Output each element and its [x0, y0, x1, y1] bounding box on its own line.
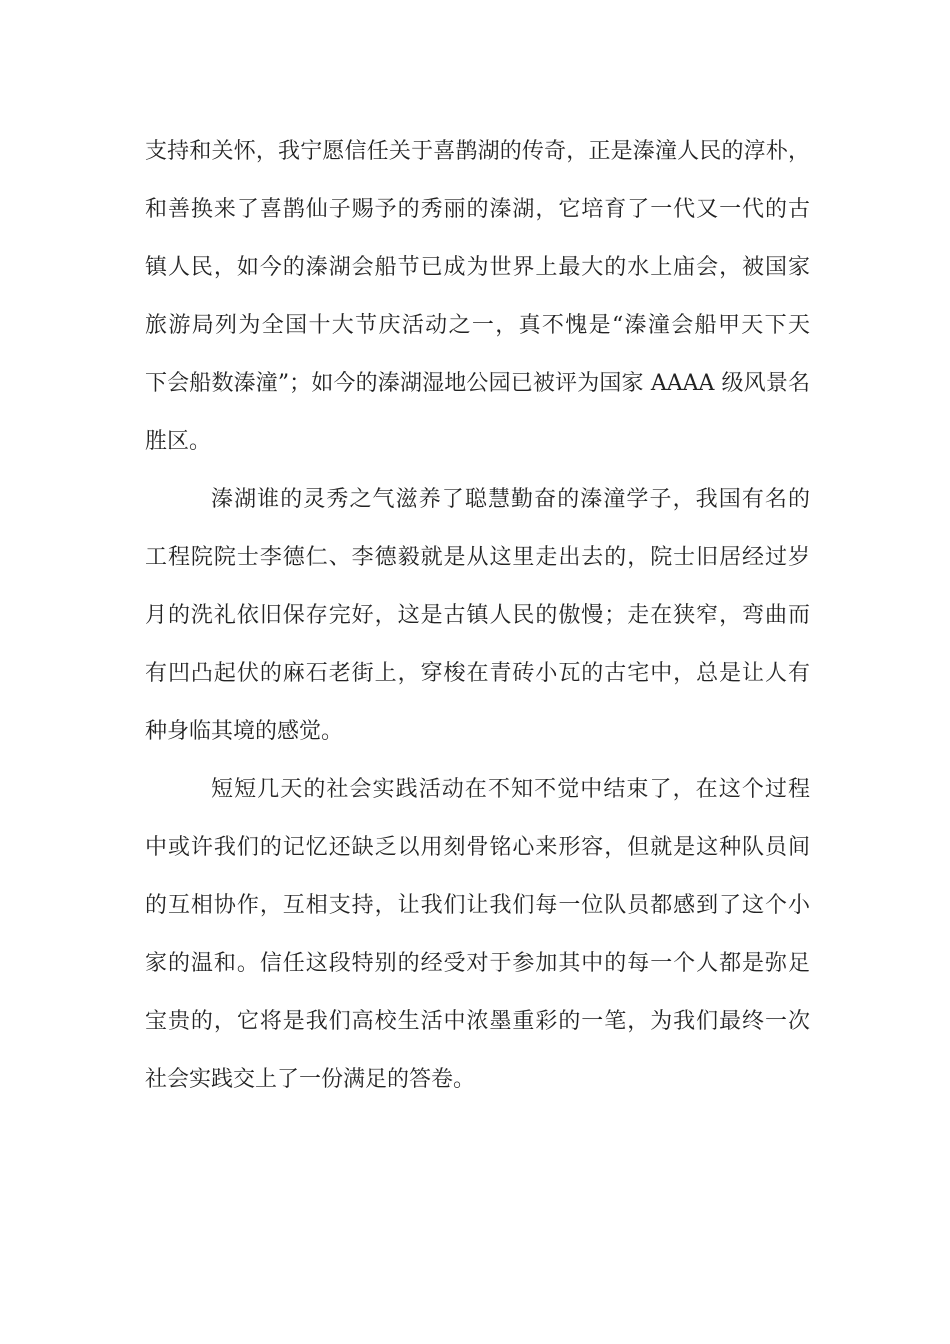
paragraph-2 [145, 476, 810, 766]
paragraph-3-line-1: 短短几天的社会实践活动在不知不觉中结束了，在这个过程 [211, 777, 810, 802]
paragraph-1-line-4: 旅游局列为全国十大节庆活动之一，真不愧是“溱潼会船甲天下天 [145, 313, 810, 338]
paragraph-1-line-1: 支持和关怀，我宁愿信任关于喜鹊湖的传奇，正是溱潼人民的淳朴， [145, 139, 810, 164]
paragraph-1 [145, 128, 810, 476]
paragraph-2-line-5: 种身临其境的感觉。 [145, 719, 344, 744]
paragraph-3-line-4: 家的温和。信任这段特别的经受对于参加其中的每一个人都是弥足 [145, 951, 810, 976]
document-body [145, 128, 810, 1114]
paragraph-2-line-4: 有凹凸起伏的麻石老街上，穿梭在青砖小瓦的古宅中，总是让人有 [145, 661, 810, 686]
paragraph-2-line-3: 月的洗礼依旧保存完好，这是古镇人民的傲慢；走在狭窄，弯曲而 [145, 603, 810, 628]
paragraph-3 [145, 766, 810, 1114]
paragraph-3-line-5: 宝贵的，它将是我们高校生活中浓墨重彩的一笔，为我们最终一次 [145, 1009, 810, 1034]
paragraph-3-line-3: 的互相协作，互相支持，让我们让我们每一位队员都感到了这个小 [145, 893, 810, 918]
paragraph-2-line-1: 溱湖谁的灵秀之气滋养了聪慧勤奋的溱潼学子，我国有名的 [211, 487, 810, 512]
paragraph-1-line-3: 镇人民，如今的溱湖会船节已成为世界上最大的水上庙会，被国家 [145, 255, 810, 280]
paragraph-1-line-6: 胜区。 [145, 429, 212, 454]
paragraph-3-line-6: 社会实践交上了一份满足的答卷。 [145, 1067, 476, 1092]
paragraph-1-line-2: 和善换来了喜鹊仙子赐予的秀丽的溱湖，它培育了一代又一代的古 [145, 197, 810, 222]
paragraph-1-line-5: 下会船数溱潼”；如今的溱湖湿地公园已被评为国家 AAAA 级风景名 [145, 371, 810, 396]
paragraph-3-line-2: 中或许我们的记忆还缺乏以用刻骨铭心来形容，但就是这种队员间 [145, 835, 810, 860]
paragraph-2-line-2: 工程院院士李德仁、李德毅就是从这里走出去的，院士旧居经过岁 [145, 545, 810, 570]
